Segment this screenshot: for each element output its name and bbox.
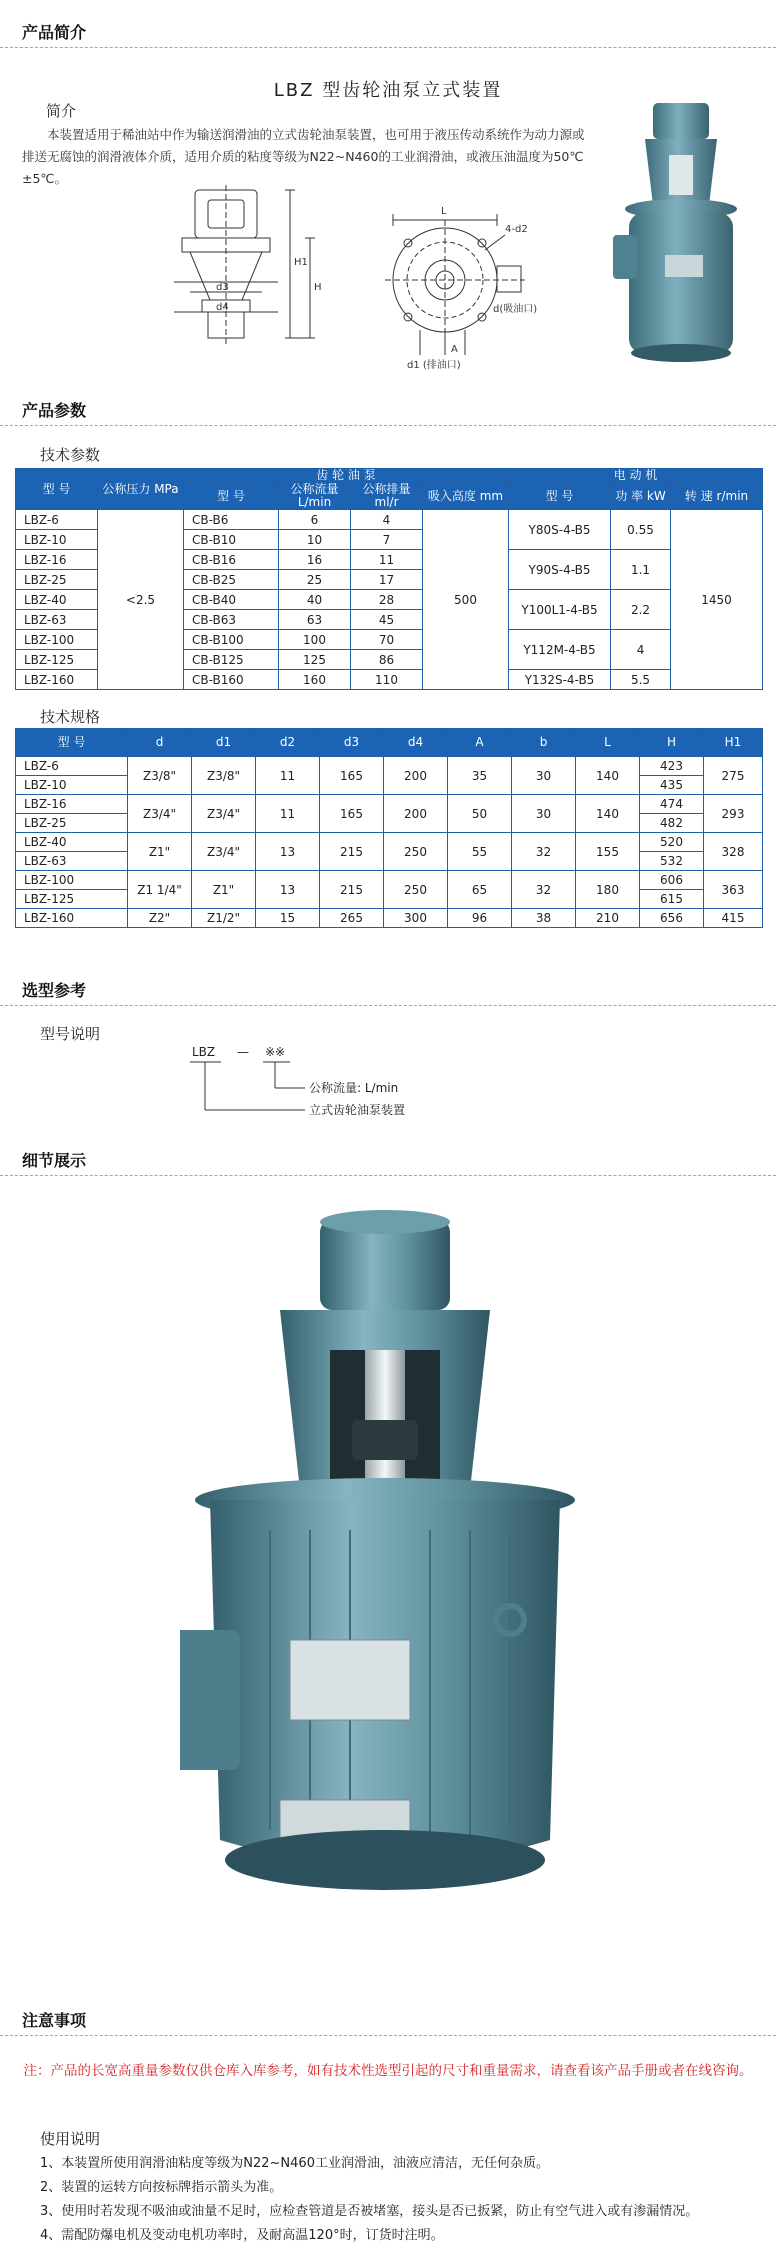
model-explanation-label: 型号说明	[40, 1025, 101, 1043]
col-header-pump-model: 型 号	[184, 483, 279, 510]
cell-h: 482	[640, 814, 704, 833]
col-header: d	[128, 729, 192, 757]
col-header: d2	[256, 729, 320, 757]
cell-pump-model: CB-B6	[184, 510, 279, 530]
cell-h: 606	[640, 871, 704, 890]
col-header: b	[512, 729, 576, 757]
cell-d3: 165	[320, 757, 384, 795]
cell-d: Z3/4"	[128, 795, 192, 833]
cell-d2: 15	[256, 909, 320, 928]
label-a: A	[451, 344, 458, 355]
col-header: H1	[704, 729, 763, 757]
cell-a: 50	[448, 795, 512, 833]
cell-pump-model: CB-B63	[184, 610, 279, 630]
cell-h: 474	[640, 795, 704, 814]
divider	[0, 1175, 776, 1176]
cell-l: 180	[576, 871, 640, 909]
usage-list	[40, 2152, 760, 2248]
cell-model: LBZ-6	[16, 757, 128, 776]
cell-d4: 200	[384, 757, 448, 795]
cell-pump-model: CB-B16	[184, 550, 279, 570]
cell-model: LBZ-40	[16, 590, 98, 610]
divider	[0, 47, 776, 48]
label-h1: H1	[294, 257, 308, 268]
cell-power: 2.2	[611, 590, 671, 630]
cell-a: 35	[448, 757, 512, 795]
cell-d1: Z1"	[192, 871, 256, 909]
cell-d3: 215	[320, 871, 384, 909]
col-header: L	[576, 729, 640, 757]
cell-d3: 165	[320, 795, 384, 833]
table-row	[16, 871, 763, 890]
cell-b: 32	[512, 833, 576, 871]
cell-suction: 500	[423, 510, 509, 690]
section-header-notes	[0, 2002, 776, 2036]
cell-b: 30	[512, 795, 576, 833]
cell-d1: Z3/8"	[192, 757, 256, 795]
cell-model: LBZ-160	[16, 670, 98, 690]
cell-model: LBZ-63	[16, 852, 128, 871]
cell-displacement: 4	[351, 510, 423, 530]
col-header-displacement: 公称排量 ml/r	[351, 483, 423, 510]
col-header-flow: 公称流量 L/min	[279, 483, 351, 510]
cell-model: LBZ-160	[16, 909, 128, 928]
cell-model: LBZ-10	[16, 530, 98, 550]
cell-motor-model: Y90S-4-B5	[509, 550, 611, 590]
cell-l: 140	[576, 757, 640, 795]
label-d3: d3	[216, 282, 229, 293]
label-outlet: d1 (排油口)	[407, 360, 461, 371]
tech-specs-title: 技术规格	[40, 708, 101, 726]
cell-b: 30	[512, 757, 576, 795]
cell-h: 435	[640, 776, 704, 795]
cell-d4: 200	[384, 795, 448, 833]
cell-flow: 125	[279, 650, 351, 670]
col-header: 型 号	[16, 729, 128, 757]
cell-model: LBZ-40	[16, 833, 128, 852]
cell-model: LBZ-25	[16, 570, 98, 590]
tech-specs-table	[15, 728, 763, 928]
product-title: LBZ 型齿轮油泵立式装置	[273, 80, 503, 101]
section-header-selection	[0, 972, 776, 1006]
cell-pressure: <2.5	[98, 510, 184, 690]
label-inlet: d(吸油口)	[493, 304, 538, 315]
cell-flow: 40	[279, 590, 351, 610]
cell-d: Z2"	[128, 909, 192, 928]
name-note: 立式齿轮油泵装置	[309, 1103, 406, 1117]
cell-d3: 215	[320, 833, 384, 871]
tech-params-title: 技术参数	[40, 446, 101, 464]
cell-pump-model: CB-B100	[184, 630, 279, 650]
cell-flow: 160	[279, 670, 351, 690]
cell-d2: 13	[256, 833, 320, 871]
cell-b: 38	[512, 909, 576, 928]
cell-h1: 328	[704, 833, 763, 871]
cell-motor-model: Y132S-4-B5	[509, 670, 611, 690]
cell-l: 155	[576, 833, 640, 871]
cell-h1: 293	[704, 795, 763, 833]
cell-model: LBZ-63	[16, 610, 98, 630]
flow-note: 公称流量: L/min	[309, 1081, 399, 1095]
cell-a: 96	[448, 909, 512, 928]
cell-flow: 6	[279, 510, 351, 530]
section-header-intro	[0, 14, 776, 48]
cell-d: Z1"	[128, 833, 192, 871]
cell-d2: 13	[256, 871, 320, 909]
col-header: d1	[192, 729, 256, 757]
section-header-detail	[0, 1142, 776, 1176]
cell-h: 656	[640, 909, 704, 928]
section-title: 产品简介	[22, 23, 87, 42]
code-prefix: LBZ	[192, 1045, 216, 1059]
code-variable: ※※	[265, 1045, 286, 1059]
product-photo-detail	[180, 1200, 580, 1940]
table-row	[16, 510, 763, 530]
col-header-model: 型 号	[16, 469, 98, 510]
cell-flow: 16	[279, 550, 351, 570]
cell-d3: 265	[320, 909, 384, 928]
cell-displacement: 7	[351, 530, 423, 550]
cell-b: 32	[512, 871, 576, 909]
usage-item: 2、装置的运转方向按标牌指示箭头为准。	[40, 2180, 283, 2195]
cell-speed: 1450	[671, 510, 763, 690]
tech-params-table	[15, 468, 763, 690]
cell-pump-model: CB-B125	[184, 650, 279, 670]
label-holes: 4-d2	[505, 224, 528, 235]
product-photo-small	[605, 95, 755, 370]
cell-a: 65	[448, 871, 512, 909]
side-view-drawing	[150, 180, 340, 350]
section-title: 产品参数	[22, 401, 87, 420]
table-row	[16, 795, 763, 814]
cell-h1: 363	[704, 871, 763, 909]
intro-subtitle: 简介	[46, 102, 77, 120]
col-header-motor-model: 型 号	[509, 483, 611, 510]
cell-model: LBZ-16	[16, 795, 128, 814]
section-title: 细节展示	[22, 1151, 87, 1170]
col-header-pressure: 公称压力 MPa	[98, 469, 184, 510]
divider	[0, 2035, 776, 2036]
cell-model: LBZ-100	[16, 630, 98, 650]
cell-displacement: 110	[351, 670, 423, 690]
cell-model: LBZ-100	[16, 871, 128, 890]
usage-title: 使用说明	[40, 2130, 101, 2148]
cell-model: LBZ-125	[16, 890, 128, 909]
cell-h1: 415	[704, 909, 763, 928]
cell-l: 210	[576, 909, 640, 928]
model-code-legend	[185, 1040, 515, 1130]
cell-displacement: 45	[351, 610, 423, 630]
usage-item: 3、使用时若发现不吸油或油量不足时，应检查管道是否被堵塞，接头是否已扳紧，防止有空气进入或有渗漏情况。	[40, 2204, 699, 2219]
col-header: d4	[384, 729, 448, 757]
cell-motor-model: Y100L1-4-B5	[509, 590, 611, 630]
code-dash: —	[237, 1045, 249, 1059]
cell-d4: 250	[384, 833, 448, 871]
cell-displacement: 17	[351, 570, 423, 590]
cell-d2: 11	[256, 757, 320, 795]
cell-flow: 100	[279, 630, 351, 650]
col-header-power: 功 率 kW	[611, 483, 671, 510]
cell-model: LBZ-16	[16, 550, 98, 570]
cell-l: 140	[576, 795, 640, 833]
cell-a: 55	[448, 833, 512, 871]
col-header: d3	[320, 729, 384, 757]
cell-pump-model: CB-B25	[184, 570, 279, 590]
cell-power: 0.55	[611, 510, 671, 550]
cell-pump-model: CB-B40	[184, 590, 279, 610]
cell-displacement: 70	[351, 630, 423, 650]
cell-pump-model: CB-B10	[184, 530, 279, 550]
cell-power: 5.5	[611, 670, 671, 690]
cell-model: LBZ-10	[16, 776, 128, 795]
divider	[0, 425, 776, 426]
col-header-motor: 电 动 机	[509, 469, 763, 483]
cell-power: 4	[611, 630, 671, 670]
cell-d: Z3/8"	[128, 757, 192, 795]
cell-d: Z1 1/4"	[128, 871, 192, 909]
cell-model: LBZ-6	[16, 510, 98, 530]
cell-d1: Z3/4"	[192, 795, 256, 833]
top-view-drawing	[375, 180, 585, 380]
section-title: 选型参考	[22, 981, 87, 1000]
label-d4: d4	[216, 302, 229, 313]
cell-pump-model: CB-B160	[184, 670, 279, 690]
cell-d4: 250	[384, 871, 448, 909]
label-l: L	[441, 206, 447, 217]
cell-motor-model: Y112M-4-B5	[509, 630, 611, 670]
cell-h: 532	[640, 852, 704, 871]
cell-power: 1.1	[611, 550, 671, 590]
col-header: H	[640, 729, 704, 757]
cell-h: 520	[640, 833, 704, 852]
cell-model: LBZ-125	[16, 650, 98, 670]
col-header: A	[448, 729, 512, 757]
cell-displacement: 28	[351, 590, 423, 610]
col-header-suction: 吸入高度 mm	[423, 483, 509, 510]
cell-motor-model: Y80S-4-B5	[509, 510, 611, 550]
col-header-speed: 转 速 r/min	[671, 483, 763, 510]
cell-displacement: 86	[351, 650, 423, 670]
warning-note: 注：产品的长宽高重量参数仅供仓库入库参考，如有技术性选型引起的尺寸和重量需求，请查看该产品手册或者在线咨询。	[23, 2063, 753, 2079]
table-row	[16, 757, 763, 776]
cell-flow: 10	[279, 530, 351, 550]
table-row	[16, 833, 763, 852]
label-h: H	[314, 282, 322, 293]
cell-h1: 275	[704, 757, 763, 795]
col-header-gear-pump: 齿 轮 油 泵	[184, 469, 509, 483]
section-header-params	[0, 392, 776, 426]
table-row	[16, 909, 763, 928]
cell-d4: 300	[384, 909, 448, 928]
cell-model: LBZ-25	[16, 814, 128, 833]
cell-flow: 63	[279, 610, 351, 630]
cell-h: 423	[640, 757, 704, 776]
cell-h: 615	[640, 890, 704, 909]
cell-displacement: 11	[351, 550, 423, 570]
divider	[0, 1005, 776, 1006]
cell-d1: Z3/4"	[192, 833, 256, 871]
cell-d1: Z1/2"	[192, 909, 256, 928]
usage-item: 1、本装置所使用润滑油粘度等级为N22~N460工业润滑油，油液应清洁，无任何杂质。	[40, 2156, 549, 2171]
usage-item: 4、需配防爆电机及变动电机功率时，及耐高温120°时，订货时注明。	[40, 2228, 444, 2243]
intro-description: 本装置适用于稀油站中作为输送润滑油的立式齿轮油泵装置，也可用于液压传动系统作为动力源或排送无腐蚀的润滑液体介质，适用介质的粘度等级为N22~N460的工业润滑油，或液压油温度为50℃±5℃。	[22, 127, 585, 186]
cell-flow: 25	[279, 570, 351, 590]
section-title: 注意事项	[22, 2011, 87, 2030]
cell-d2: 11	[256, 795, 320, 833]
